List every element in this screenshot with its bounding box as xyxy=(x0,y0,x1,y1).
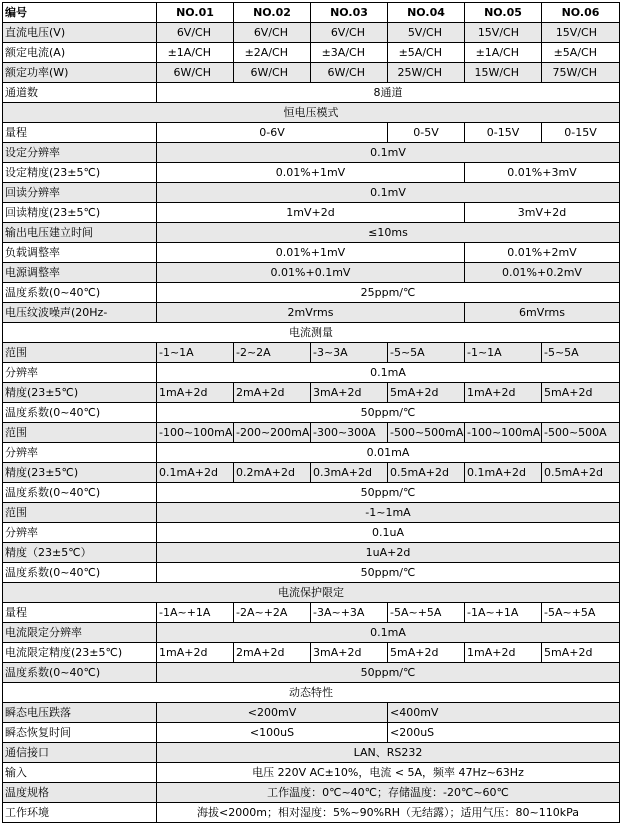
table-row xyxy=(3,663,620,683)
table-row xyxy=(3,623,620,643)
spec-value: -3~3A xyxy=(311,343,388,363)
spec-value: 0.1mV xyxy=(157,183,620,203)
row-label: 回读精度(23±5℃) xyxy=(3,203,157,223)
spec-value: 0.5mA+2d xyxy=(388,463,465,483)
spec-value: -300~300A xyxy=(311,423,388,443)
spec-value: -1~1mA xyxy=(157,503,620,523)
row-label: 温度系数(0~40℃) xyxy=(3,483,157,503)
spec-value: NO.01 xyxy=(157,3,234,23)
row-label: 范围 xyxy=(3,343,157,363)
table-row xyxy=(3,223,620,243)
spec-table xyxy=(2,2,620,823)
row-label: 输出电压建立时间 xyxy=(3,223,157,243)
row-label: 设定分辨率 xyxy=(3,143,157,163)
spec-value: 0-15V xyxy=(542,123,620,143)
spec-value: 6W/CH xyxy=(311,63,388,83)
table-row xyxy=(3,603,620,623)
table-row xyxy=(3,283,620,303)
spec-value: LAN、RS232 xyxy=(157,743,620,763)
spec-value: -100~100mA xyxy=(157,423,234,443)
row-label: 量程 xyxy=(3,603,157,623)
spec-value: 1mV+2d xyxy=(157,203,465,223)
spec-value: <100uS xyxy=(157,723,388,743)
row-label: 瞬态电压跌落 xyxy=(3,703,157,723)
table-row xyxy=(3,183,620,203)
table-row xyxy=(3,163,620,183)
spec-value: 0.01%+1mV xyxy=(157,243,465,263)
table-row xyxy=(3,743,620,763)
row-label: 编号 xyxy=(3,3,157,23)
spec-value: 6W/CH xyxy=(234,63,311,83)
table-row xyxy=(3,443,620,463)
table-row xyxy=(3,23,620,43)
spec-value: <200mV xyxy=(157,703,388,723)
row-label: 分辨率 xyxy=(3,523,157,543)
row-label: 精度(23±5℃) xyxy=(3,383,157,403)
spec-value: 25ppm/℃ xyxy=(157,283,620,303)
table-row xyxy=(3,363,620,383)
spec-value: -5A~+5A xyxy=(542,603,620,623)
table-row xyxy=(3,423,620,443)
table-row xyxy=(3,123,620,143)
row-label: 通信接口 xyxy=(3,743,157,763)
spec-value: 0.1uA xyxy=(157,523,620,543)
spec-value: 0.01%+1mV xyxy=(157,163,465,183)
spec-value: -2~2A xyxy=(234,343,311,363)
table-row xyxy=(3,723,620,743)
table-row xyxy=(3,803,620,823)
section-title: 恒电压模式 xyxy=(3,103,620,123)
table-row xyxy=(3,583,620,603)
spec-value: -500~500mA xyxy=(388,423,465,443)
spec-value: 0.1mV xyxy=(157,143,620,163)
spec-value: 0.1mA+2d xyxy=(157,463,234,483)
row-label: 电源调整率 xyxy=(3,263,157,283)
row-label: 温度规格 xyxy=(3,783,157,803)
table-row xyxy=(3,543,620,563)
spec-value: 15W/CH xyxy=(465,63,542,83)
table-row xyxy=(3,43,620,63)
table-row xyxy=(3,463,620,483)
spec-value: <200uS xyxy=(388,723,620,743)
row-label: 直流电压(V) xyxy=(3,23,157,43)
row-label: 精度（23±5℃） xyxy=(3,543,157,563)
table-row xyxy=(3,783,620,803)
spec-value: 3mA+2d xyxy=(311,383,388,403)
row-label: 温度系数(0~40℃) xyxy=(3,283,157,303)
table-row xyxy=(3,63,620,83)
spec-value: 5V/CH xyxy=(388,23,465,43)
row-label: 温度系数(0~40℃) xyxy=(3,563,157,583)
table-row xyxy=(3,303,620,323)
spec-value: 15V/CH xyxy=(542,23,620,43)
spec-value: 1mA+2d xyxy=(465,383,542,403)
spec-value: -500~500A xyxy=(542,423,620,443)
spec-value: 50ppm/℃ xyxy=(157,403,620,423)
spec-value: 0.3mA+2d xyxy=(311,463,388,483)
spec-value: NO.03 xyxy=(311,3,388,23)
spec-value: 0.5mA+2d xyxy=(542,463,620,483)
spec-value: NO.06 xyxy=(542,3,620,23)
section-title: 电流测量 xyxy=(3,323,620,343)
spec-value: 0-5V xyxy=(388,123,465,143)
row-label: 范围 xyxy=(3,503,157,523)
spec-value: -1~1A xyxy=(157,343,234,363)
table-row xyxy=(3,103,620,123)
spec-value: 6mVrms xyxy=(465,303,620,323)
spec-value: NO.04 xyxy=(388,3,465,23)
spec-value: 15V/CH xyxy=(465,23,542,43)
table-row xyxy=(3,563,620,583)
table-row xyxy=(3,503,620,523)
row-label: 精度(23±5℃) xyxy=(3,463,157,483)
spec-value: 1mA+2d xyxy=(157,383,234,403)
section-title: 电流保护限定 xyxy=(3,583,620,603)
spec-value: NO.02 xyxy=(234,3,311,23)
spec-value: NO.05 xyxy=(465,3,542,23)
spec-value: ±5A/CH xyxy=(542,43,620,63)
spec-value: 0.1mA xyxy=(157,363,620,383)
row-label: 设定精度(23±5℃) xyxy=(3,163,157,183)
table-row xyxy=(3,263,620,283)
spec-value: -100~100mA xyxy=(465,423,542,443)
row-label: 通道数 xyxy=(3,83,157,103)
table-row xyxy=(3,383,620,403)
spec-value: 1mA+2d xyxy=(465,643,542,663)
spec-value: ±1A/CH xyxy=(465,43,542,63)
table-row xyxy=(3,643,620,663)
spec-value: ≤10ms xyxy=(157,223,620,243)
row-label: 分辨率 xyxy=(3,443,157,463)
table-row xyxy=(3,143,620,163)
table-row xyxy=(3,323,620,343)
row-label: 电流限定精度(23±5℃) xyxy=(3,643,157,663)
spec-value: 2mA+2d xyxy=(234,383,311,403)
spec-value: 0.01%+0.2mV xyxy=(465,263,620,283)
table-row xyxy=(3,203,620,223)
spec-value: ±1A/CH xyxy=(157,43,234,63)
spec-value: 0.01%+2mV xyxy=(465,243,620,263)
spec-value: -3A~+3A xyxy=(311,603,388,623)
table-row xyxy=(3,403,620,423)
row-label: 输入 xyxy=(3,763,157,783)
table-row xyxy=(3,483,620,503)
spec-value: 1mA+2d xyxy=(157,643,234,663)
spec-value: -2A~+2A xyxy=(234,603,311,623)
table-row xyxy=(3,523,620,543)
spec-value: 0.01mA xyxy=(157,443,620,463)
row-label: 回读分辨率 xyxy=(3,183,157,203)
spec-value: 2mA+2d xyxy=(234,643,311,663)
spec-value: -1A~+1A xyxy=(157,603,234,623)
spec-value: 0.1mA xyxy=(157,623,620,643)
row-label: 电压纹波噪声(20Hz- xyxy=(3,303,157,323)
spec-value: ±3A/CH xyxy=(311,43,388,63)
spec-value: 0.01%+3mV xyxy=(465,163,620,183)
spec-value: -1~1A xyxy=(465,343,542,363)
table-row xyxy=(3,83,620,103)
row-label: 温度系数(0~40℃) xyxy=(3,663,157,683)
row-label: 范围 xyxy=(3,423,157,443)
spec-value: 6W/CH xyxy=(157,63,234,83)
spec-value: 0.01%+0.1mV xyxy=(157,263,465,283)
row-label: 工作环境 xyxy=(3,803,157,823)
spec-value: <400mV xyxy=(388,703,620,723)
spec-value: ±2A/CH xyxy=(234,43,311,63)
spec-value: 3mV+2d xyxy=(465,203,620,223)
row-label: 额定电流(A) xyxy=(3,43,157,63)
spec-value: 50ppm/℃ xyxy=(157,483,620,503)
spec-value: 电压 220V AC±10%，电流 < 5A，频率 47Hz~63Hz xyxy=(157,763,620,783)
spec-value: 8通道 xyxy=(157,83,620,103)
spec-value: -5~5A xyxy=(542,343,620,363)
table-header-row xyxy=(3,3,620,23)
row-label: 额定功率(W) xyxy=(3,63,157,83)
spec-value: 6V/CH xyxy=(311,23,388,43)
row-label: 温度系数(0~40℃) xyxy=(3,403,157,423)
table-row xyxy=(3,703,620,723)
spec-value: -5A~+5A xyxy=(388,603,465,623)
spec-value: 5mA+2d xyxy=(388,643,465,663)
row-label: 瞬态恢复时间 xyxy=(3,723,157,743)
row-label: 电流限定分辨率 xyxy=(3,623,157,643)
spec-value: 1uA+2d xyxy=(157,543,620,563)
spec-value: 0.1mA+2d xyxy=(465,463,542,483)
table-row xyxy=(3,683,620,703)
spec-value: 2mVrms xyxy=(157,303,465,323)
spec-value: 工作温度：0℃~40℃；存储温度：-20℃~60℃ xyxy=(157,783,620,803)
spec-value: -1A~+1A xyxy=(465,603,542,623)
table-row xyxy=(3,763,620,783)
spec-value: 5mA+2d xyxy=(542,643,620,663)
spec-value: ±5A/CH xyxy=(388,43,465,63)
spec-value: 50ppm/℃ xyxy=(157,563,620,583)
spec-value: -5~5A xyxy=(388,343,465,363)
spec-value: 5mA+2d xyxy=(542,383,620,403)
spec-value: 3mA+2d xyxy=(311,643,388,663)
table-row xyxy=(3,343,620,363)
spec-value: 0-15V xyxy=(465,123,542,143)
table-row xyxy=(3,243,620,263)
spec-value: 75W/CH xyxy=(542,63,620,83)
spec-value: 6V/CH xyxy=(157,23,234,43)
row-label: 负载调整率 xyxy=(3,243,157,263)
row-label: 分辨率 xyxy=(3,363,157,383)
row-label: 量程 xyxy=(3,123,157,143)
spec-value: 50ppm/℃ xyxy=(157,663,620,683)
spec-value: 0-6V xyxy=(157,123,388,143)
spec-value: 0.2mA+2d xyxy=(234,463,311,483)
spec-value: -200~200mA xyxy=(234,423,311,443)
spec-value: 6V/CH xyxy=(234,23,311,43)
spec-value: 海拔<2000m；相对湿度：5%~90%RH（无结露）；适用气压：80~110kPa xyxy=(157,803,620,823)
spec-value: 5mA+2d xyxy=(388,383,465,403)
section-title: 动态特性 xyxy=(3,683,620,703)
spec-value: 25W/CH xyxy=(388,63,465,83)
